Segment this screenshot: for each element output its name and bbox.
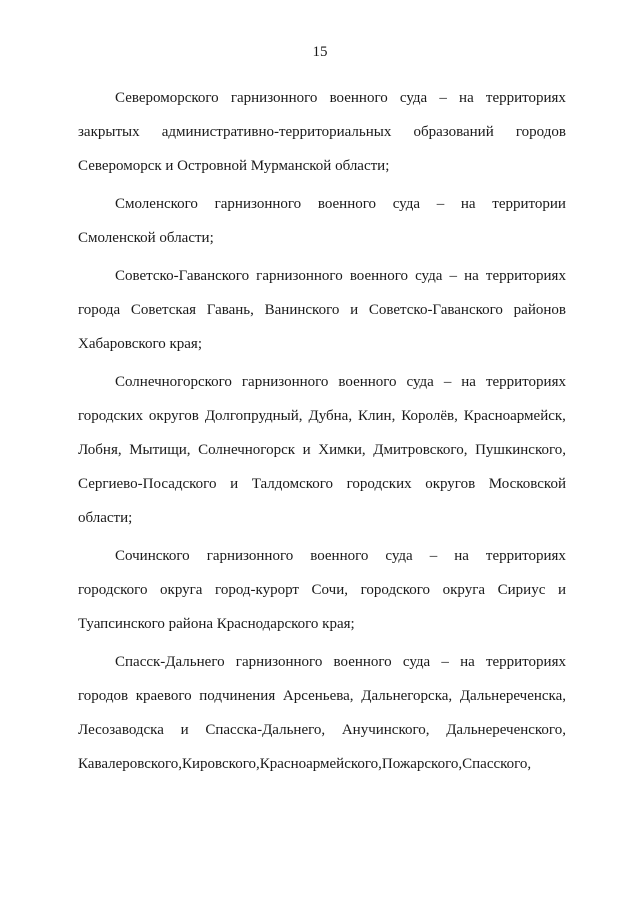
text-line [78,81,566,115]
word: городского [360,582,431,598]
word: гарнизонного [235,654,323,670]
word: Североморск и Островной Мурманской области; [78,158,390,174]
word: территориях [485,548,566,564]
word: Спасского, [462,756,532,772]
word: Талдомского [251,476,334,492]
word: и [350,302,359,318]
word: Солнечногорск [198,442,296,458]
word: Спасск-Дальнего [115,654,225,670]
word: округа [160,582,203,598]
paragraph [78,187,566,255]
word: Королёв, [401,408,458,424]
word: Дальнереченского, [446,722,566,738]
word: территориях [485,268,566,284]
text-line [78,259,566,293]
word: Ванинского [264,302,340,318]
paragraph [78,645,566,781]
word: гарнизонного [214,196,302,212]
word: Красноармейского, [259,756,382,772]
word: военного [333,654,392,670]
word: Кавалеровского, [78,756,182,772]
text-line [78,187,566,221]
word: Красноармейск, [463,408,566,424]
word: военного [310,548,369,564]
word: территории [492,196,566,212]
text-line [78,679,566,713]
word: – [443,374,452,390]
text-line [78,399,566,433]
word: Клин, [358,408,396,424]
word: городского [78,582,148,598]
text-line [78,539,566,573]
word: Сергиево-Посадского [78,476,217,492]
word: территориях [485,90,566,106]
word: суда [385,548,413,564]
word: – [449,268,458,284]
word: города [78,302,121,318]
word: территориях [485,374,566,390]
word: – [436,196,445,212]
word: Анучинского, [341,722,430,738]
word: подчинения [199,688,276,704]
word: и [302,442,311,458]
text-line [78,573,566,607]
word: городских [78,408,143,424]
page-number: 15 [312,44,328,60]
text-line [78,501,566,535]
word: городских [346,476,412,492]
text-line [78,293,566,327]
word: суда [399,90,428,106]
word: Смоленской области; [78,230,214,246]
word: Солнечногорского [115,374,232,390]
word: на [459,90,474,106]
word: Хабаровского края; [78,336,202,352]
text-line [78,327,566,361]
word: территориях [485,654,566,670]
word: гарнизонного [241,374,329,390]
word: Арсеньева, [282,688,354,704]
word: краевого [135,688,192,704]
word: суда [402,654,431,670]
text-line [78,467,566,501]
word: – [429,548,438,564]
word: городов [515,124,566,140]
text-line [78,115,566,149]
text-line [78,713,566,747]
word: Сириус [497,582,546,598]
word: военного [349,268,408,284]
word: Советско-Гаванского [115,268,250,284]
word: на [460,196,476,212]
word: город-курорт [215,582,299,598]
text-line [78,433,566,467]
text-line [78,645,566,679]
word: Химки, [318,442,366,458]
word: гарнизонного [230,90,318,106]
word: и [180,722,189,738]
word: Советская [130,302,197,318]
text-line [78,747,566,781]
word: суда [415,268,443,284]
word: суда [392,196,421,212]
paragraph [78,81,566,183]
word: Московской [488,476,566,492]
word: закрытых [78,124,140,140]
word: Дальнереченска, [459,688,566,704]
document-body [78,81,566,785]
word: – [439,90,447,106]
word: Гавань, [206,302,254,318]
word: Спасска-Дальнего, [205,722,326,738]
word: Долгопрудный, [204,408,303,424]
paragraph [78,365,566,535]
word: гарнизонного [256,268,343,284]
word: суда [406,374,434,390]
text-line [78,607,566,641]
paragraph [78,539,566,641]
text-line [78,149,566,183]
word: округа [442,582,486,598]
word: районов [513,302,566,318]
word: Пожарского, [381,756,463,772]
word: Сочинского [115,548,190,564]
word: Дальнегорска, [361,688,453,704]
word: Дубна, [308,408,353,424]
word: военного [329,90,388,106]
word: Лесозаводска [78,722,164,738]
word: Мытищи, [129,442,191,458]
word: на [464,268,479,284]
word: на [461,374,476,390]
word: области; [78,510,133,526]
word: Лобня, [78,442,122,458]
paragraph [78,259,566,361]
word: и [557,582,566,598]
word: – [441,654,449,670]
word: Сочи, [311,582,348,598]
word: образований [413,124,494,140]
word: административно-территориальных [161,124,392,140]
text-line [78,365,566,399]
word: Североморского [115,90,219,106]
text-line [78,221,566,255]
word: округов [148,408,199,424]
word: гарнизонного [206,548,294,564]
word: округов [425,476,476,492]
word: Смоленского [115,196,198,212]
word: Пушкинского, [475,442,566,458]
word: на [454,548,469,564]
word: Дмитровского, [373,442,468,458]
word: Туапсинского района Краснодарского края; [78,616,355,632]
word: городов [78,688,129,704]
word: Кировского, [182,756,260,772]
word: и [230,476,239,492]
word: военного [338,374,397,390]
word: на [460,654,475,670]
word: Советско-Гаванского [368,302,503,318]
word: военного [317,196,377,212]
